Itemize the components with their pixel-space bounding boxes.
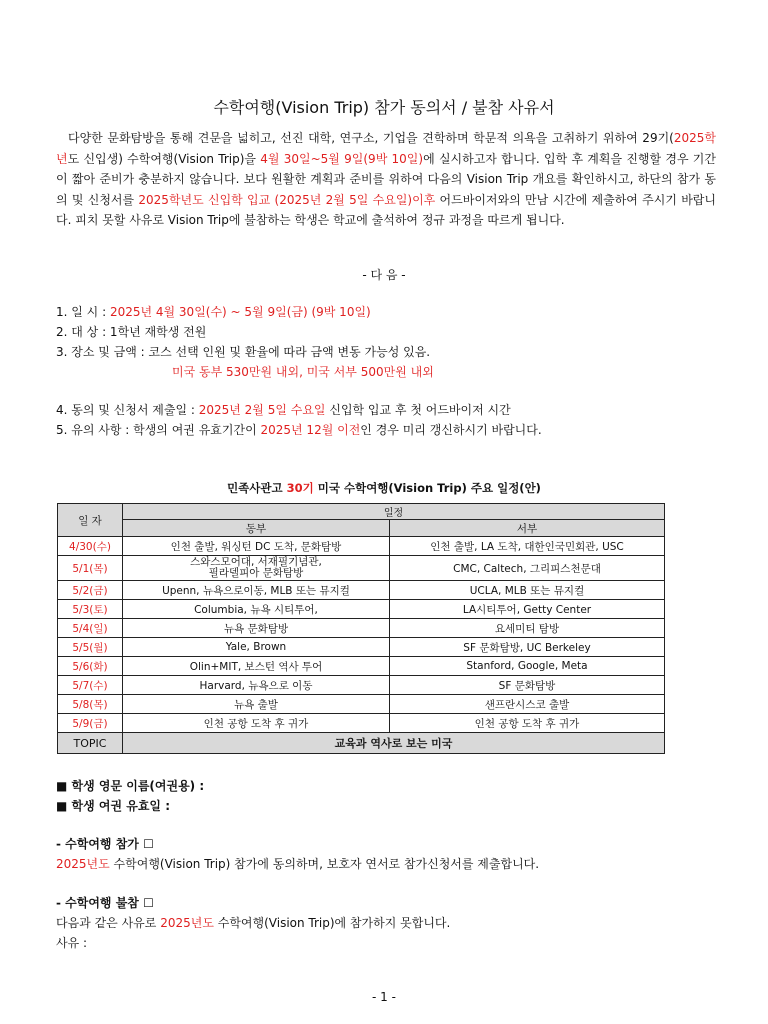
table-row [58,676,665,695]
table-row-topic [58,733,665,754]
row-west: 인천 출발, LA 도착, 대한인국민회관, USC [389,537,664,556]
row-day: 5/9(금) [58,714,123,733]
row-west: LA시티투어, Getty Center [389,600,664,619]
intro-text-1: 다양한 문화탐방을 통해 견문을 넓히고, 선진 대학, 연구소, 기업을 견학하며 학문적 의욕을 고취하기 위하여 29기( [68,131,674,145]
item-notice-rest: 인 경우 미리 갱신하시기 바랍니다. [360,423,542,437]
item-date [56,302,371,322]
intro-text-2: 도 신입생) 수학여행(Vision Trip)을 [67,151,261,166]
reason-field[interactable]: 사유 : [56,936,88,950]
absent-checkbox[interactable]: - 수학여행 불참 ☐ [56,896,154,910]
row-day: 5/1(목) [58,556,123,581]
row-west: 샌프란시스코 출발 [389,695,664,714]
attend-checkbox[interactable]: - 수학여행 참가 ☐ [56,837,154,851]
row-west: Stanford, Google, Meta [389,657,664,676]
intro-highlight-3: 2025학년도 신입학 입교 (2025년 2월 5일 수요일)이후 [138,192,436,207]
row-day: 5/5(월) [58,638,123,657]
row-west: UCLA, MLB 또는 뮤지컬 [389,581,664,600]
row-day: 5/3(토) [58,600,123,619]
intro-highlight-2: 4월 30일~5월 9일(9박 10일) [260,151,424,166]
table-row [58,556,665,581]
attend-text: 수학여행(Vision Trip) 참가에 동의하며, 보호자 연서로 참가신청서를 제출합니다. [109,857,540,871]
row-day: 5/4(일) [58,619,123,638]
item-notice-value: 2025년 12월 이전 [260,423,361,437]
table-row [58,657,665,676]
absent-year: 2025년도 [160,916,214,930]
table-title-a: 민족사관고 [227,481,287,495]
row-day: 5/6(화) [58,657,123,676]
section-heading: - 다 음 - [362,268,406,282]
absent-text-b: 수학여행(Vision Trip)에 참가하지 못합니다. [213,916,451,930]
page-number: - 1 - [372,990,396,1004]
absent-text-a: 다음과 같은 사유로 [56,916,161,930]
row-west: 인천 공항 도착 후 귀가 [389,714,664,733]
table-title [0,480,768,496]
item-cost-detail: 미국 동부 530만원 내외, 미국 서부 500만원 내외 [172,365,434,379]
row-east [123,556,390,581]
item-target: 2. 대 상 : 1학년 재학생 전원 [56,325,207,339]
row-east: 뉴욕 문화탐방 [123,619,390,638]
table-title-b: 미국 수학여행(Vision Trip) 주요 일정(안) [313,481,541,495]
schedule-table [57,503,665,754]
table-row [58,537,665,556]
row-east: Upenn, 뉴욕으로이동, MLB 또는 뮤지컬 [123,581,390,600]
item-cost: 3. 장소 및 금액 : 코스 선택 인원 및 환율에 따라 금액 변동 가능성 있음. [56,345,431,359]
passport-expiry-field[interactable]: ■ 학생 여권 유효일 : [56,799,170,813]
page-title: 수학여행(Vision Trip) 참가 동의서 / 불참 사유서 [213,98,555,117]
item-submit-label: 4. 동의 및 신청서 제출일 : [56,403,199,417]
col-header-day: 일 자 [58,504,123,537]
row-east: Harvard, 뉴욕으로 이동 [123,676,390,695]
item-submit-value: 2025년 2월 5일 수요일 [198,403,326,417]
table-row [58,638,665,657]
table-title-red: 30기 [286,481,314,495]
english-name-field[interactable]: ■ 학생 영문 이름(여권용) : [56,779,205,793]
item-submit-date [56,400,511,420]
absent-statement [56,913,450,933]
row-day: 5/2(금) [58,581,123,600]
col-header-west: 서부 [389,520,664,537]
row-east: Olin+MIT, 보스턴 역사 투어 [123,657,390,676]
row-east: Yale, Brown [123,638,390,657]
intro-text-3: 에 실시하고자 합니다. 입학 후 계획을 진행할 경우 기간이 짧아 준비가 충분하지 않습니다. 보다 원활한 계획과 준비를 위하여 다음의 Vision Trip 개요를 확인하시고, 하단의 참가 동의 및 신청서를 [56,151,716,207]
table-row [58,600,665,619]
row-west: CMC, Caltech, 그리피스천문대 [389,556,664,581]
attend-year: 2025년도 [56,857,110,871]
row-east-line-1: 스와스모어대, 서재필기념관, [190,556,322,568]
attend-statement [56,854,539,874]
item-notice-label: 5. 유의 사항 : 학생의 여권 유효기간이 [56,423,261,437]
table-row [58,581,665,600]
row-day: 4/30(수) [58,537,123,556]
table-row [58,619,665,638]
row-east: 뉴욕 출발 [123,695,390,714]
row-east: Columbia, 뉴욕 시티투어, [123,600,390,619]
row-west: 요세미티 탐방 [389,619,664,638]
item-date-value: 2025년 4월 30일(수) ~ 5월 9일(금) (9박 10일) [109,305,371,319]
col-header-east: 동부 [123,520,390,537]
row-east: 인천 출발, 워싱턴 DC 도착, 문화탐방 [123,537,390,556]
row-west: SF 문화탐방, UC Berkeley [389,638,664,657]
row-east: 인천 공항 도착 후 귀가 [123,714,390,733]
intro-paragraph [56,128,716,231]
row-day: 5/8(목) [58,695,123,714]
item-notice [56,420,542,440]
row-west: SF 문화탐방 [389,676,664,695]
item-submit-rest: 신입학 입교 후 첫 어드바이저 시간 [325,403,511,417]
row-day: 5/7(수) [58,676,123,695]
table-row [58,714,665,733]
table-row [58,695,665,714]
row-east-line-2: 필라델피아 문화탐방 [208,567,304,579]
col-header-schedule: 일정 [123,504,665,520]
item-date-label: 1. 일 시 : [56,305,110,319]
topic-label: TOPIC [58,733,123,754]
intro-text-4: 어드바이저와의 만남 시간에 제출하여 주시기 바랍니다. 피치 못할 사유로 Vision Trip에 불참하는 학생은 학교에 출석하여 정규 과정을 따르게 됩니다. [56,192,716,228]
topic-value: 교육과 역사로 보는 미국 [123,733,665,754]
intro-highlight-1: 2025학년 [56,131,716,166]
